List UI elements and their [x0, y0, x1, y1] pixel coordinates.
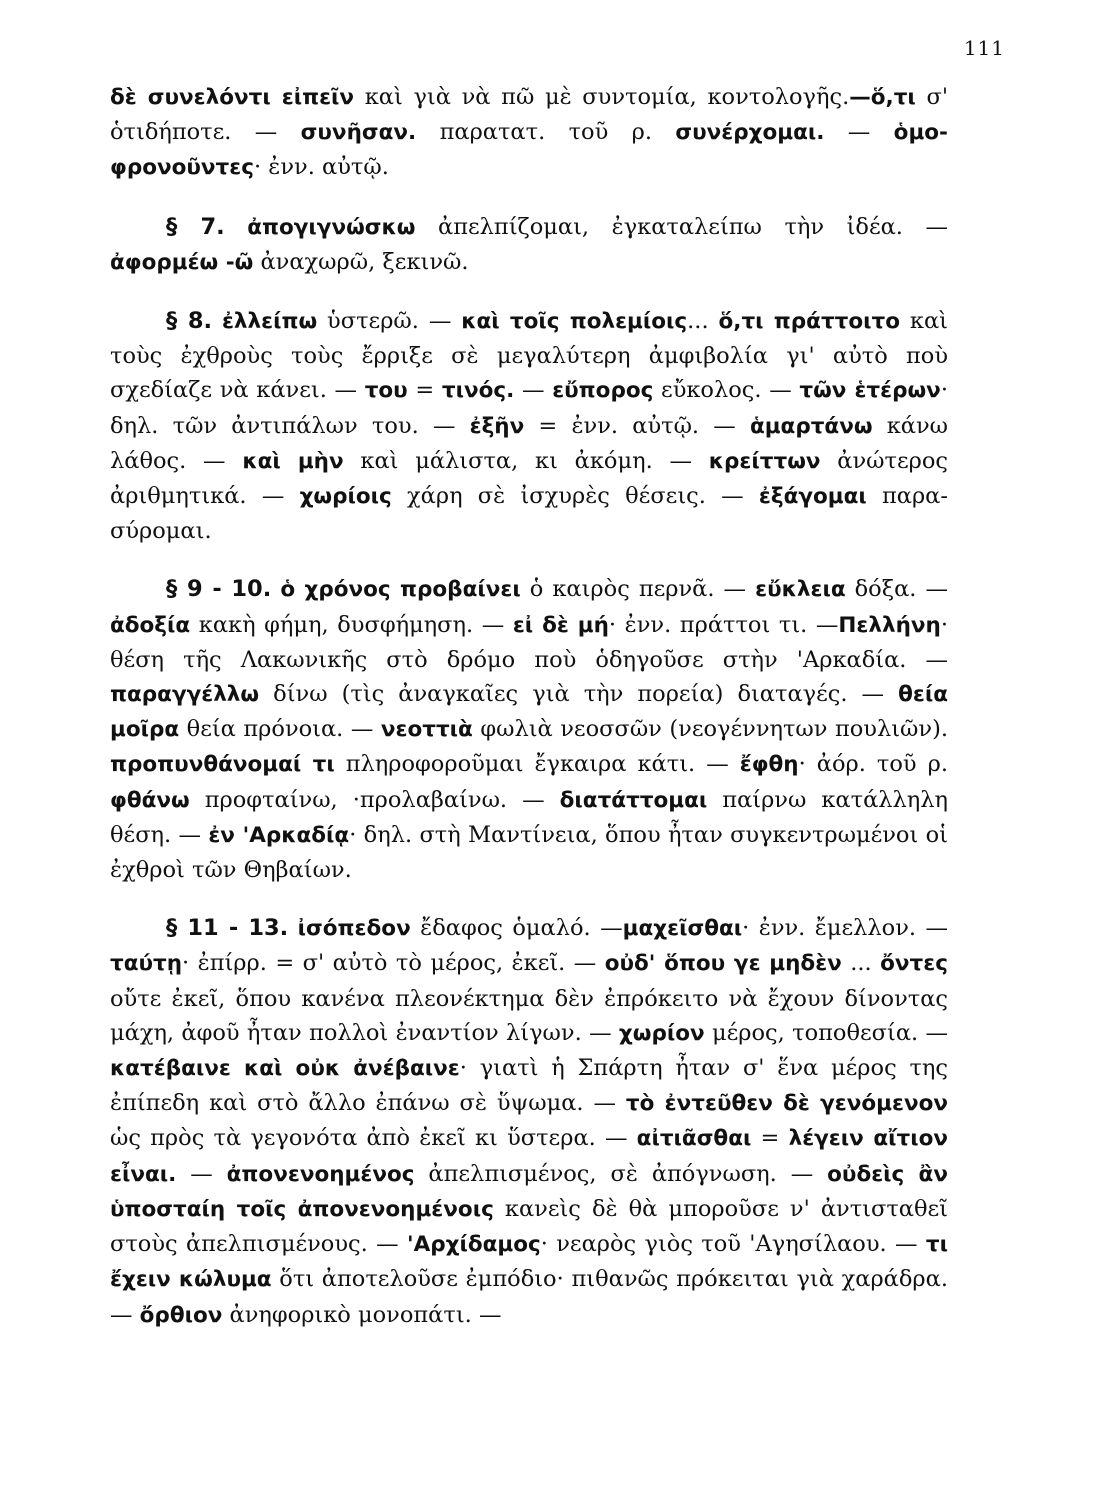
lemma: μαχεῖσθαι — [622, 916, 743, 942]
gloss-text — [271, 576, 280, 602]
gloss-text: ἔδαφος ὁμαλό. — — [410, 915, 623, 942]
lemma: εὔπορος — [552, 378, 654, 404]
lemma: χωρίοις — [299, 484, 392, 510]
gloss-text: · ἐνν. αὐτῷ. — [254, 154, 389, 181]
gloss-text: σ' ὁτιδήποτε. — — [110, 84, 949, 146]
gloss-text: · δηλ. στὴ Μαντίνεια, ὅπου ἦταν συγκεντρωμένοι οἱ ἐχθροὶ τῶν Θηβαίων. — [110, 821, 948, 884]
lemma: δὲ συνελόντι εἰπεῖν — [110, 85, 355, 110]
lemma: καὶ τοῖς πολεμίοις — [461, 309, 688, 335]
gloss-text: κανεὶς δὲ θὰ μποροῦσε ν' ἀντισταθεῖ στοὺς ἀπελπισμένους. — — [110, 1195, 948, 1258]
gloss-text: καὶ μάλιστα, κι ἀκόμη. — — [343, 447, 709, 474]
lemma: οὐδεὶς ἂν ὑποσταίη τοῖς ἀπονενοημένοις — [110, 1161, 948, 1222]
gloss-text: πληροφοροῦμαι ἔγκαιρα κάτι. — — [334, 751, 740, 778]
lemma: ὁ χρόνος προβαίνει — [280, 577, 521, 603]
gloss-text: · ἐνν. ἔμελλον. — — [742, 915, 948, 942]
page-number: 111 — [963, 36, 1005, 60]
lemma: ἀφορμέω -ῶ — [110, 249, 254, 275]
lemma: ἐξῆν — [469, 413, 525, 439]
gloss-text: ὡς πρὸς τὰ γεγονότα ἀπὸ ἐκεῖ κι ὕστερα. — — [110, 1125, 637, 1152]
gloss-text: · ἐνν. πράττοι τι. — — [608, 611, 839, 638]
lemma: ἀπογιγνώσκω — [247, 214, 416, 240]
gloss-text: οὔτε ἐκεῖ, ὅπου κανένα πλεονέκτημα δὲν ἐπρόκειτο νὰ ἔχουν δίνοντας μάχη, ἀφοῦ ἦταν πολλοὶ ἐναντίον λίγων. — — [110, 985, 948, 1046]
lemma: ὄντες — [880, 951, 948, 977]
gloss-text: = ἐνν. αὐτῷ. — — [524, 412, 750, 439]
gloss-text: παρατατ. τοῦ ρ. — [416, 119, 676, 146]
gloss-text: φωλιὰ νεοσσῶν (νεογέννητων πουλιῶν). — [472, 716, 949, 743]
gloss-text: — — [824, 119, 894, 146]
lemma: ὄρθιον — [139, 1302, 223, 1328]
gloss-text: ὁ καιρὸς περνᾶ. — — [520, 576, 756, 603]
lemma: καὶ μὴν — [242, 448, 344, 474]
lemma: τῶν ἑτέρων — [799, 378, 941, 404]
gloss-text: — — [514, 377, 553, 404]
lemma: χωρίον — [618, 1020, 705, 1046]
paragraph-p2 — [110, 210, 948, 280]
lemma: λέγειν αἴτιον εἶναι. — [110, 1126, 948, 1187]
section-number: § 7. — [166, 213, 225, 240]
gloss-text: · ἐπίρρ. = σ' αὐτὸ τὸ μέρος, ἐκεῖ. — — [182, 950, 605, 977]
lemma: ἔφθη — [739, 752, 799, 778]
gloss-text: = — [407, 377, 442, 404]
lemma: προπυνθάνομαί τι — [110, 752, 335, 778]
lemma: —ὅ,τι — [849, 85, 916, 110]
lemma: τι ἔχειν κώλυμα — [110, 1232, 948, 1293]
lemma: Πελλήνη — [838, 612, 941, 638]
gloss-text: κάνω λάθος. — — [110, 412, 949, 474]
gloss-text: ὅτι ἀποτελοῦσε ἐμπόδιο· πιθανῶς πρόκειται γιὰ χαράδρα. — — [110, 1266, 948, 1328]
lemma: ἀπονενοημένος — [226, 1161, 415, 1187]
gloss-text: ἀπελπίζομαι, ἐγκαταλείπω τὴν ἰδέα. — — [415, 213, 949, 240]
gloss-text: δόξα. — — [845, 576, 948, 603]
gloss-text — [225, 214, 248, 240]
gloss-text: χάρη σὲ ἰσχυρὲς θέσεις. — — [391, 483, 759, 510]
lemma: ἐξάγομαι — [758, 484, 867, 510]
lemma: του — [364, 378, 408, 404]
section-number: § 11 - 13. — [166, 915, 289, 942]
lemma: ἀδοξία — [110, 612, 191, 638]
lemma: αἰτιᾶσθαι — [636, 1126, 752, 1152]
lemma: τὸ ἐντεῦθεν δὲ γενόμενον — [625, 1091, 949, 1117]
lemma: κρείττων — [708, 448, 821, 474]
paragraph-p3 — [110, 304, 948, 548]
lemma: ἐν 'Αρκαδίᾳ — [208, 822, 350, 848]
gloss-text: καὶ γιὰ νὰ πῶ μὲ συντομία, κοντολογῆς. — [354, 84, 850, 110]
paragraph-p1 — [110, 80, 948, 186]
gloss-text: παίρνω κατάλληλη θέση. — — [110, 786, 949, 848]
gloss-text: δίνω (τὶς ἀναγκαῖες γιὰ τὴν πορεία) διαταγές. — — [259, 681, 899, 708]
lemma: συνέρχομαι. — [675, 120, 825, 146]
gloss-text: ὑστερῶ. — — [317, 308, 462, 335]
lemma: παραγγέλλω — [110, 682, 260, 708]
lemma: ἐλλείπω — [221, 309, 318, 335]
gloss-text: θεία πρόνοια. — — [179, 716, 381, 743]
gloss-text: παρασύρομαι. — [110, 483, 948, 545]
lemma: οὐδ' ὅπου γε μηδὲν — [604, 951, 842, 977]
lemma: θεία μοῖρα — [110, 682, 948, 743]
gloss-text: · δηλ. τῶν ἀντιπάλων του. — — [110, 377, 948, 439]
lemma: νεοττιὰ — [380, 717, 473, 743]
gloss-text: κακὴ φήμη, δυσφήμηση. — — [190, 611, 513, 638]
gloss-text: · θέση τῆς Λακωνικῆς στὸ δρόμο ποὺ ὁδηγοῦσε στὴν 'Αρκαδία. — — [110, 611, 948, 673]
gloss-text: ... — [687, 308, 719, 335]
gloss-text: · ἀόρ. τοῦ ρ. — [798, 751, 948, 778]
gloss-text: ... — [841, 950, 881, 977]
lemma: ταύτῃ — [110, 951, 183, 977]
gloss-text — [212, 308, 222, 334]
gloss-text: ἀνώτερος ἀριθμητικά. — — [110, 447, 949, 510]
section-number: § 8. — [166, 308, 213, 335]
text-body — [110, 80, 948, 1333]
lemma: εὔκλεια — [755, 577, 846, 603]
lemma: 'Αρχίδαμος — [407, 1232, 541, 1258]
gloss-text: εὔκολος. — — [653, 377, 800, 404]
gloss-text: — — [176, 1160, 227, 1187]
gloss-text: ἀνηφορικὸ μονοπάτι. — — [222, 1301, 502, 1328]
paragraph-p5 — [110, 911, 948, 1332]
gloss-text — [288, 915, 297, 941]
lemma: διατάττομαι — [559, 787, 708, 813]
lemma: κατέβαινε καὶ οὐκ ἀνέβαινε — [110, 1056, 460, 1082]
gloss-text: · νεαρὸς γιὸς τοῦ 'Αγησίλαου. — — [540, 1231, 926, 1258]
lemma: ὅ,τι πράττοιτο — [718, 309, 901, 335]
gloss-text: · γιατὶ ἡ Σπάρτη ἦταν σ' ἕνα μέρος της ἐπίπεδη καὶ στὸ ἄλλο ἐπάνω σὲ ὕψωμα. — — [110, 1055, 948, 1117]
lemma: τινός. — [441, 378, 515, 404]
gloss-text: προφταίνω, ·προλαβαίνω. — — [189, 786, 560, 813]
lemma: ὁμοφρονοῦντες — [110, 120, 948, 181]
paragraph-p4 — [110, 572, 948, 887]
gloss-text: ἀπελπισμένος, σὲ ἀπόγνωση. — — [414, 1160, 828, 1187]
lemma: ἁμαρτάνω — [749, 413, 873, 439]
gloss-text: = — [751, 1125, 789, 1152]
section-number: § 9 - 10. — [166, 576, 272, 603]
lemma: συνῆσαν. — [300, 120, 417, 146]
lemma: φθάνω — [110, 787, 190, 813]
lemma: ἰσόπεδον — [297, 916, 411, 942]
gloss-text: μέρος, τοποθεσία. — — [704, 1019, 949, 1046]
gloss-text: ἀναχωρῶ, ξεκινῶ. — [253, 248, 469, 275]
gloss-text: καὶ τοὺς ἐχθροὺς τοὺς ἔρριξε σὲ μεγαλύτερη ἀμφιβολία γι' αὐτὸ ποὺ σχεδίαζε νὰ κάνει. — — [110, 308, 949, 404]
lemma: εἰ δὲ μή — [512, 612, 609, 638]
